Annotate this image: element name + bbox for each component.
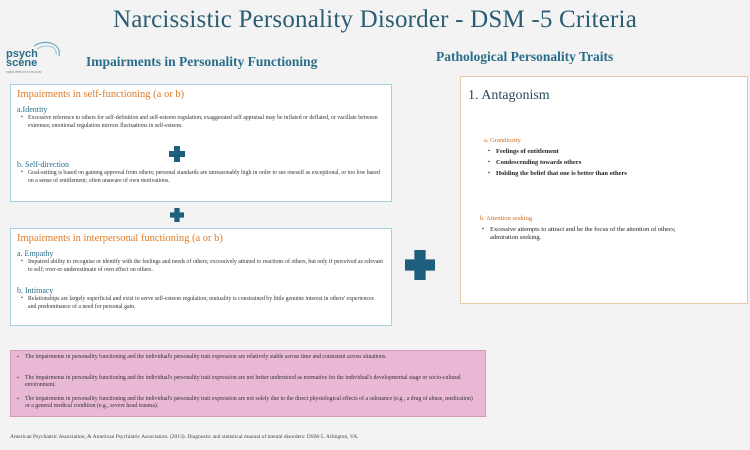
attention-text: ▪ Excessive attempts to attract and be the focus of the attention of others; admiration seeking. bbox=[490, 226, 690, 242]
self-functioning-title: Impairments in self-functioning (a or b) bbox=[17, 89, 185, 100]
attention-label: b. Attention seeking bbox=[480, 215, 533, 222]
empathy-label: a. Empathy bbox=[17, 249, 54, 258]
interpersonal-functioning-panel bbox=[10, 228, 392, 326]
criteria-item: ▪ The impairments in personality functioning and the individual's personality trait expression are relatively stable across time and consistent across situations. bbox=[25, 354, 475, 361]
logo-line1: psych bbox=[6, 48, 38, 60]
plus-icon bbox=[169, 146, 185, 162]
grandiosity-label: a. Grandiosity bbox=[484, 137, 521, 144]
identity-text: ▪ Excessive reference to others for self-definition and self-esteem regulation; exaggerated self appraisal may be inflated or deflated, or vacillate between extremes; emotional regulation mirrors fluctuations in self-esteem. bbox=[28, 114, 383, 130]
plus-icon bbox=[405, 250, 435, 280]
intimacy-text: ▪ Relationships are largely superficial and exist to serve self-esteem regulation; mutuality is constrained by little genuine interest in others' experiences and predominance of a need for personal gain. bbox=[28, 295, 383, 311]
identity-label: a.Identity bbox=[17, 105, 48, 114]
left-heading: Impairments in Personality Functioning bbox=[86, 54, 318, 69]
self-functioning-panel bbox=[10, 84, 392, 202]
interpersonal-title: Impairments in interpersonal functioning (a or b) bbox=[17, 233, 223, 244]
grandiosity-item: ▪ Feelings of entitlement bbox=[496, 148, 559, 156]
logo-tagline: SIMPLIFIED PSYCHIATRY bbox=[6, 70, 42, 74]
grandiosity-item: ▪ Condescending towards others bbox=[496, 159, 581, 167]
empathy-text: ▪ Impaired ability to recognise or identify with the feelings and needs of others; excessively attuned to reactions of others, but only if perceived as relevant to self; over-or underestimate of own effect on others. bbox=[28, 258, 383, 274]
grandiosity-item: ▪ Holding the belief that one is better than others bbox=[496, 170, 627, 178]
intimacy-label: b. Intimacy bbox=[17, 286, 54, 295]
antagonism-panel bbox=[460, 76, 748, 304]
criteria-item: ▪ The impairments in personality functioning and the individual's personality trait expression are not solely due to the direct physiological effects of a substance (e.g., a drug of abuse, medication) or a general medical condition (e.g., severe head trauma). bbox=[25, 396, 475, 410]
self-direction-text: ▪ Goal-setting is based on gaining approval from others; personal standards are unreasonably high in order to see oneself as exceptional, or too low based on a sense of entitlement; often unaware of own motivations. bbox=[28, 169, 383, 185]
page-title: Narcissistic Personality Disorder - DSM -5 Criteria bbox=[113, 6, 637, 33]
logo-line2: scene bbox=[6, 57, 38, 69]
self-direction-label: b. Self-direction bbox=[17, 160, 69, 169]
plus-icon bbox=[170, 208, 184, 222]
right-heading: Pathological Personality Traits bbox=[436, 49, 614, 64]
psychscene-logo bbox=[4, 36, 64, 76]
criteria-item: ▪ The impairments in personality functioning and the individual's personality trait expression are not better understood as normative for the individual's developmental stage or socio-cultural environment. bbox=[25, 375, 475, 389]
general-criteria-panel bbox=[10, 350, 486, 417]
antagonism-title: 1. Antagonism bbox=[468, 88, 550, 103]
reference-citation: American Psychiatric Association, & American Psychiatric Association. (2013). Diagnostic and statistical manual of mental disorders: DSM-5. Arlington, VA. bbox=[10, 434, 359, 440]
